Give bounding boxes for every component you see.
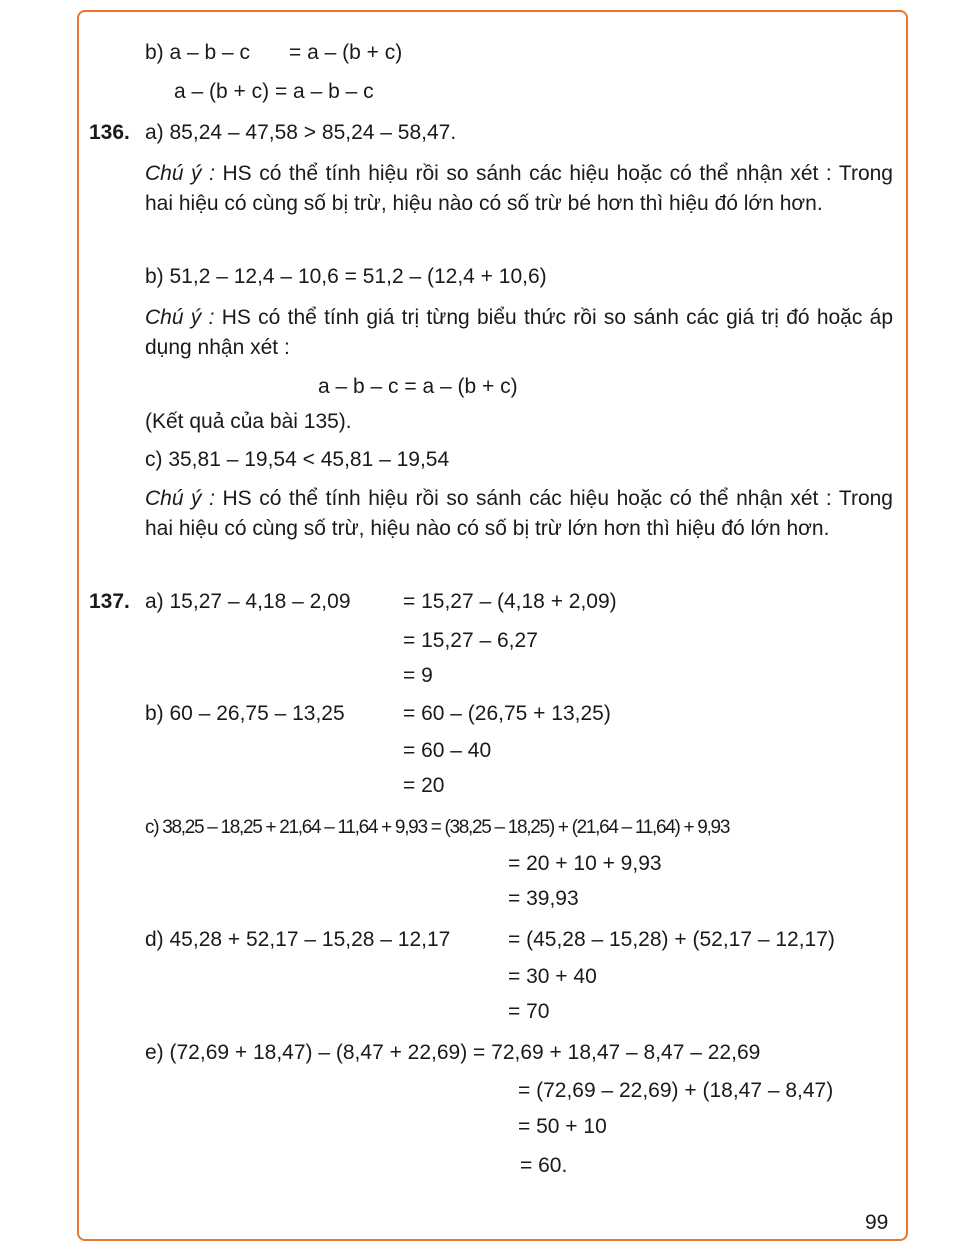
ex137-a-step: = 15,27 – (4,18 + 2,09) bbox=[403, 590, 617, 613]
ex137-c-line: c) 38,25 – 18,25 + 21,64 – 11,64 + 9,93 = (38,25 – 18,25) + (21,64 – 11,64) + 9,93 bbox=[145, 817, 730, 838]
ex136-note-b bbox=[145, 303, 893, 363]
page-number: 99 bbox=[865, 1211, 889, 1234]
ex137-b-step: = 20 bbox=[403, 774, 445, 797]
ex137-e-step: = 50 + 10 bbox=[518, 1115, 607, 1138]
ex137-d-step: = 30 + 40 bbox=[508, 965, 597, 988]
ex136-note-c bbox=[145, 484, 893, 544]
ex137-b-expr: b) 60 – 26,75 – 13,25 bbox=[145, 702, 345, 725]
ex137-b-step: = 60 – 40 bbox=[403, 739, 492, 762]
ex136-a: a) 85,24 – 47,58 > 85,24 – 58,47. bbox=[145, 121, 457, 144]
ex137-a-expr: a) 15,27 – 4,18 – 2,09 bbox=[145, 590, 351, 613]
ex137-d-step: = (45,28 – 15,28) + (52,17 – 12,17) bbox=[508, 928, 835, 951]
ex137-d-step: = 70 bbox=[508, 1000, 550, 1023]
note-label: Chú ý : bbox=[145, 162, 215, 185]
ex137-c-step: = 39,93 bbox=[508, 887, 579, 910]
exercise-136-number: 136. bbox=[89, 121, 130, 144]
ex136-b: b) 51,2 – 12,4 – 10,6 = 51,2 – (12,4 + 10,6) bbox=[145, 265, 547, 288]
ex136-note-a bbox=[145, 159, 893, 219]
note-text: HS có thể tính hiệu rồi so sánh các hiệu hoặc có thể nhận xét : Trong hai hiệu có cùng số bị trừ, hiệu nào có số trừ bé hơn thì hiệu đó lớn hơn. bbox=[145, 162, 893, 215]
ex136-result-ref: (Kết quả của bài 135). bbox=[145, 410, 352, 433]
ex136-c: c) 35,81 – 19,54 < 45,81 – 19,54 bbox=[145, 448, 450, 471]
exercise-137-number: 137. bbox=[89, 590, 130, 613]
ex136-formula: a – b – c = a – (b + c) bbox=[318, 375, 518, 398]
note-text: HS có thể tính giá trị từng biểu thức rồi so sánh các giá trị đó hoặc áp dụng nhận xét : bbox=[145, 306, 893, 359]
ex135b-line1-left: b) a – b – c bbox=[145, 41, 251, 64]
ex137-b-step: = 60 – (26,75 + 13,25) bbox=[403, 702, 611, 725]
ex137-a-step: = 15,27 – 6,27 bbox=[403, 629, 538, 652]
ex137-e-line: e) (72,69 + 18,47) – (8,47 + 22,69) = 72,69 + 18,47 – 8,47 – 22,69 bbox=[145, 1041, 761, 1064]
ex137-e-step: = 60. bbox=[520, 1154, 568, 1177]
ex137-c-step: = 20 + 10 + 9,93 bbox=[508, 852, 662, 875]
note-text: HS có thể tính hiệu rồi so sánh các hiệu hoặc có thể nhận xét : Trong hai hiệu có cùng số trừ, hiệu nào có số bị trừ lớn hơn thì hiệu đó lớn hơn. bbox=[145, 487, 893, 540]
ex135b-line1-right: = a – (b + c) bbox=[289, 41, 403, 64]
note-label: Chú ý : bbox=[145, 306, 215, 329]
ex137-d-expr: d) 45,28 + 52,17 – 15,28 – 12,17 bbox=[145, 928, 451, 951]
ex137-a-step: = 9 bbox=[403, 664, 433, 687]
ex137-e-step: = (72,69 – 22,69) + (18,47 – 8,47) bbox=[518, 1079, 834, 1102]
note-label: Chú ý : bbox=[145, 487, 215, 510]
ex135b-line2: a – (b + c) = a – b – c bbox=[174, 80, 374, 103]
